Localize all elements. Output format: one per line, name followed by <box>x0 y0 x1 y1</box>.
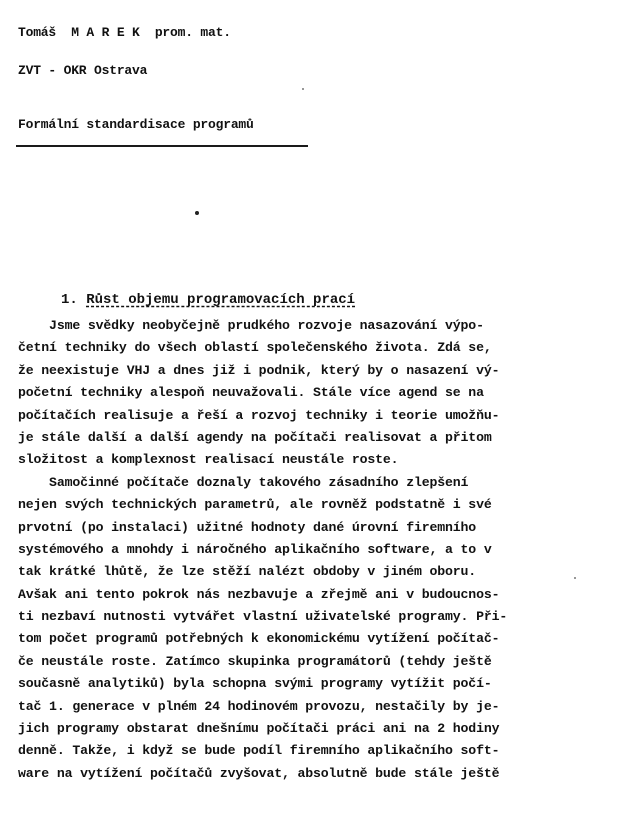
body-line: systémového a mnohdy i náročného aplikačního software, a to v <box>18 541 492 557</box>
body-line: tač 1. generace v plném 24 hodinovém provozu, nestačily by je- <box>18 698 500 714</box>
body-line: če neustále roste. Zatímco skupinka programátorů (tehdy ještě <box>18 653 492 669</box>
body-line: jich programy obstarat dnešnímu počítači práci ani na 2 hodiny <box>18 721 500 737</box>
body-line: ti nezbaví nutnosti vytvářet vlastní uživatelské programy. Při- <box>18 609 508 625</box>
ink-speck <box>302 88 304 90</box>
section-number: 1. <box>61 292 78 308</box>
title-underline-rule <box>16 145 308 147</box>
ink-speck <box>195 211 199 215</box>
body-line: Jsme svědky neobyčejně prudkého rozvoje nasazování výpo- <box>18 318 484 333</box>
body-line: složitost a komplexnost realisací neustále roste. <box>18 452 399 468</box>
body-line: Avšak ani tento pokrok nás nezbavuje a zřejmě ani v budoucnos- <box>18 586 500 602</box>
author-line: Tomáš M A R E K prom. mat. <box>18 25 231 40</box>
body-line: ware na vytížení počítačů zvyšovat, absolutně bude stále ještě <box>18 765 500 781</box>
section-title: Růst objemu programovacích prací <box>86 292 356 308</box>
institution-line: ZVT - OKR Ostrava <box>18 63 148 78</box>
body-line: současně analytiků) byla schopna svými programy vytížit počí- <box>18 676 492 692</box>
body-line: denně. Takže, i když se bude podíl firemního aplikačního soft- <box>18 743 500 759</box>
section-heading <box>61 291 355 309</box>
body-line: Samočinné počítače doznaly takového zásadního zlepšení <box>18 474 469 490</box>
body-line: četní techniky do všech oblastí společenského života. Zdá se, <box>18 340 492 356</box>
body-text <box>18 315 618 785</box>
body-line: počítačích realisuje a řeší a rozvoj techniky i teorie umožňu- <box>18 407 500 423</box>
body-line: prvotní (po instalaci) užitné hodnoty dané úrovní firemního <box>18 519 477 535</box>
body-line: tak krátké lhůtě, že lze stěží nalézt obdoby v jiném oboru. <box>18 564 477 580</box>
document-title: Formální standardisace programů <box>18 117 254 132</box>
body-line: je stále další a další agendy na počítači realisovat a přitom <box>18 429 492 445</box>
body-line: tom počet programů potřebných k ekonomickému vytížení počítač- <box>18 631 500 647</box>
body-line: početní techniky alespoň neuvažovali. Stále více agend se na <box>18 385 484 401</box>
body-line: nejen svých technických parametrů, ale rovněž podstatně i své <box>18 497 492 513</box>
body-line: že neexistuje VHJ a dnes již i podnik, který by o nasazení vý- <box>18 362 500 378</box>
